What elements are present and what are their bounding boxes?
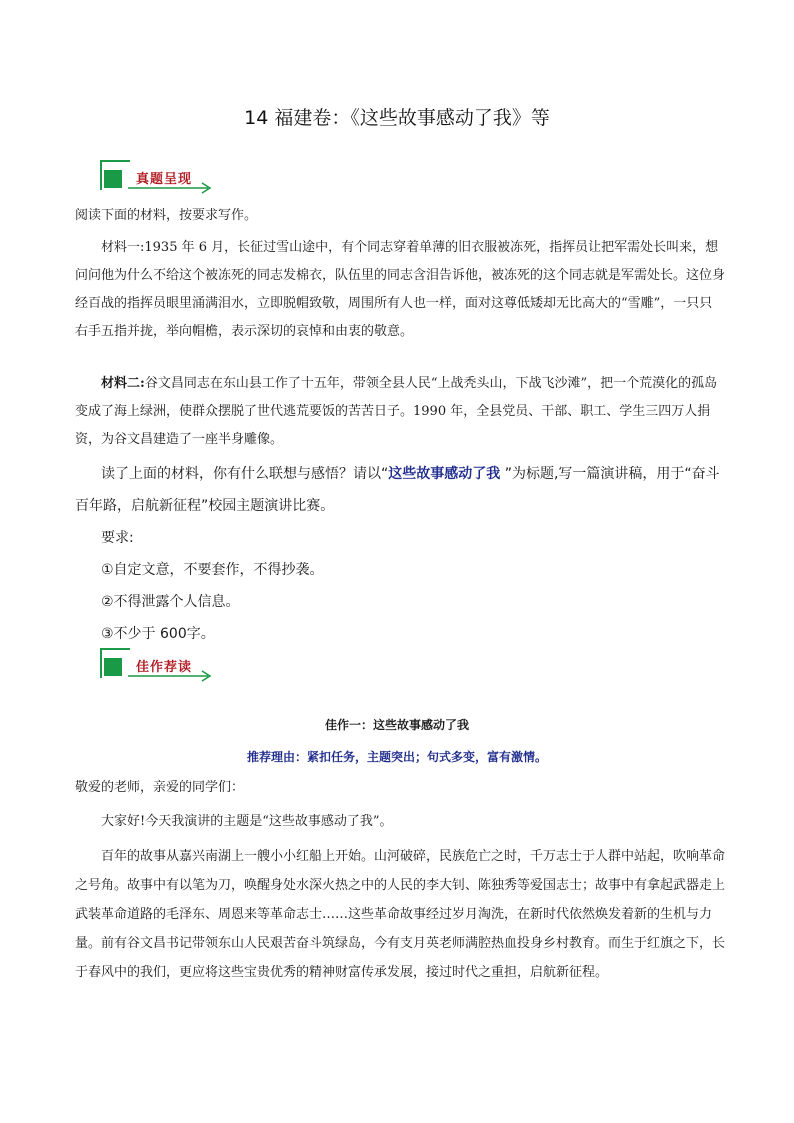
task-text-after: ”为标题,写一篇演讲稿，用于“奋斗百年路，启航新征程”校园主题演讲比赛。	[75, 466, 720, 514]
arrow-icon	[128, 182, 212, 194]
material-one: 材料一:1935 年 6 月，长征过雪山途中，有个同志穿着单薄的旧衣服被冻死，指挥员让把军需处长叫来，想问问他为什么不给这个被冻死的同志发棉衣，队伍里的同志含泪告诉他，被冻死的这个同志就是军需处长。这位身经百战的指挥员眼里涌满泪水，立即脱帽致敬，周围所有人也一样，面对这尊低矮却无比高大的“雪雕”，一只只右手五指并拢，举向帽檐，表示深切的哀悼和由衷的敬意。	[75, 240, 726, 339]
requirement-1: ①自定文意，不要套作，不得抄袭。	[101, 562, 324, 578]
section-label: 佳作荐读	[136, 660, 193, 675]
section-header-real-exam	[100, 160, 220, 192]
section-bracket-top	[100, 160, 130, 162]
section-bracket-top	[100, 648, 130, 650]
task-topic: 这些故事感动了我	[388, 466, 501, 482]
writing-task	[75, 458, 725, 522]
essay-paragraph-1: 大家好!今天我演讲的主题是“这些故事感动了我”。	[101, 814, 393, 829]
section-label: 真题呈现	[136, 172, 193, 187]
section-bracket-line	[100, 648, 102, 678]
essay-heading: 佳作一：这些故事感动了我	[324, 718, 469, 732]
essay-paragraph-2: 百年的故事从嘉兴南湖上一艘小小红船上开始。山河破碎，民族危亡之时，千万志士于人群中站起，吹响革命之号角。故事中有以笔为刀，唤醒身处水深火热之中的人民的李大钊、陈独秀等爱国志士；故事中有拿起武器走上武装革命道路的毛泽东、周恩来等革命志士……这些革命故事经过岁月淘洗，在新时代依然焕发着新的生机与力量。前有谷文昌书记带领东山人民艰苦奋斗筑绿岛，今有支月英老师满腔热血投身乡村教育。而生于红旗之下，长于春风中的我们，更应将这些宝贵优秀的精神财富传承发展，接过时代之重担，启航新征程。	[75, 849, 726, 980]
material-two-text: 谷文昌同志在东山县工作了十五年，带领全县人民“上战秃头山，下战飞沙滩”，把一个荒漠化的孤岛变成了海上绿洲，使群众摆脱了世代逃荒要饭的苦苦日子。1990 年，全县党员、干部、职工、学生三四万人捐资，为谷文昌建造了一座半身雕像。	[75, 376, 718, 447]
arrow-icon	[128, 670, 212, 682]
requirements-label: 要求:	[101, 530, 134, 546]
section-bracket-line	[100, 160, 102, 190]
section-header-recommended	[100, 648, 220, 680]
essay-salutation: 敬爱的老师，亲爱的同学们：	[75, 780, 245, 795]
green-square-icon	[104, 658, 122, 676]
material-two	[75, 370, 725, 454]
green-square-icon	[104, 170, 122, 188]
material-two-label: 材料二:	[101, 376, 145, 391]
prompt-intro: 阅读下面的材料，按要求写作。	[75, 208, 258, 223]
task-text-before: 读了上面的材料，你有什么联想与感悟？请以“	[101, 466, 389, 482]
recommend-reason: 推荐理由：紧扣任务，主题突出；句式多变，富有激情。	[246, 750, 547, 764]
page-title: 14 福建卷：《这些故事感动了我》等	[244, 107, 550, 129]
requirement-3: ③不少于 600字。	[101, 626, 215, 642]
requirement-2: ②不得泄露个人信息。	[101, 594, 240, 610]
